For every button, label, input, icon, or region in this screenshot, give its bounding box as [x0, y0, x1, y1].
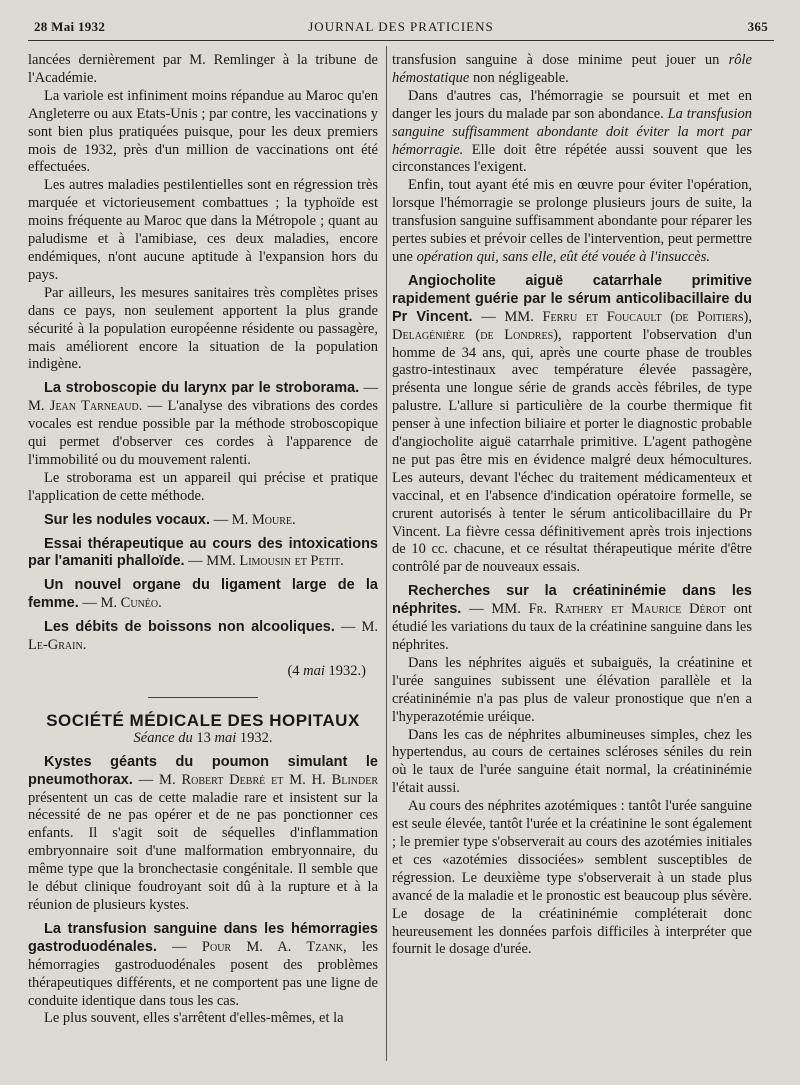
- article-transfusion: La transfusion sanguine dans les hémorragies gastroduodénales. — Pour M. A. Tzank, les hémorragies gastroduodénales posent des problèmes thérapeutiques différents, et ne comportent pas une ligne de conduite identique dans tous les cas.: [28, 920, 379, 1009]
- article-title: La stroboscopie du larynx par le stroborama.: [44, 380, 360, 397]
- header-date: 28 Mai 1932: [34, 19, 106, 34]
- article-author: M. Moure.: [231, 511, 296, 528]
- seance-year: 1932.: [239, 729, 273, 746]
- paragraph: Le plus souvent, elles s'arrêtent d'elles-mêmes, et la: [44, 1010, 344, 1027]
- article-title: Un nouvel organe du ligament large de la femme.: [28, 577, 378, 612]
- article-kystes: Kystes géants du poumon simulant le pneumothorax. — M. Robert Debré et M. H. Blinder présentent un cas de cette maladie rare et insistent sur la nécessité de ne pas opérer et de ne pas ponctionner ces enfants. Il s'agit soit de séquelles d'inflammation embryonnaire soit d'une malformation embryonnaire, du même type que la bronchectasie congénitale. Il semble que le début clinique foudroyant soit dû à la rupture et à la réunion de plusieurs kystes.: [28, 753, 379, 913]
- article-title: Sur les nodules vocaux.: [44, 511, 210, 528]
- article-creatininemie: Recherches sur la créatininémie dans les néphrites. — MM. Fr. Rathery et Maurice Dérot ont étudié les variations du taux de la créatinine sanguine dans les néphrites.: [392, 583, 753, 653]
- date-month: mai: [303, 663, 325, 679]
- text-run: Enfin, tout ayant été mis en œuvre pour éviter l'opération, lorsque l'hémorragie se prolonge plusieurs jours de suite, la transfusion sanguine suffisamment abondante pour réparer les pertes subies et prévoir celles de l'intervention, peut permettre une: [392, 177, 752, 265]
- page-number: 365: [747, 19, 768, 34]
- paragraph: Le stroborama est un appareil qui précise et pratique l'application de cette méthode.: [28, 469, 378, 504]
- article-title: Essai thérapeutique au cours des intoxications par l'amaniti phalloïde.: [28, 535, 378, 570]
- article-strobo: La stroboscopie du larynx par le stroborama. — M. Jean Tarneaud. — L'analyse des vibrations des cordes vocales est rendue possible par la méthode stroboscopique qui permet d'observer ces cordes à l'apparence de l'immobilité ou du mouvement ralenti.: [28, 380, 379, 468]
- page-header: [28, 16, 774, 38]
- paragraph: [392, 177, 752, 267]
- article-author: Pour M. A. Tzank,: [201, 938, 347, 955]
- paragraph: Dans les cas de néphrites albumineuses simples, chez les hypertendus, au cours de certaines scléroses séniles du rein où le taux de l'urée sanguine était normal, la créatininémie l'était aussi.: [392, 726, 752, 797]
- article-title: Les débits de boissons non alcooliques.: [44, 619, 335, 636]
- date-year: 1932.): [324, 663, 366, 679]
- paragraph: Par ailleurs, les mesures sanitaires très complètes prises dans ce pays, non seulement apportent la plus grande sécurité à la population européenne résidente ou passagère, mais améliorent encore la situation de la population indigène.: [28, 284, 378, 373]
- text-run: Dans d'autres cas, l'hémorragie se poursuit et met en danger les jours du malade par son abondance.: [392, 87, 752, 122]
- article-text: les hémorragies gastroduodénales posent des problèmes thérapeutiques différents, et ne comportent pas une ligne de conduite identique dans tous les cas.: [28, 938, 379, 1009]
- seance-line: [28, 730, 378, 748]
- text-run: transfusion sanguine à dose minime peut jouer un: [392, 52, 729, 68]
- paragraph: Au cours des néphrites azotémiques : tantôt l'urée sanguine est seule élevée, tantôt l'urée et la créatinine le sont également ; le premier type s'observerait au cours des azotémies initiales et ces «azotémies dissociées» semblent susceptibles de régression. Le deuxième type s'observerait à un stade plus avancé de la maladie et le pronostic est beaucoup plus sévère. Le dosage de la créatininémie compléterait donc heureusement les données parfois difficiles à interpréter que fournit le dosage d'urée.: [392, 798, 752, 958]
- journal-title: JOURNAL DES PRATICIENS: [308, 19, 494, 34]
- society-heading: SOCIÉTÉ MÉDICALE DES HOPITAUX: [46, 710, 360, 730]
- session-date: [28, 663, 378, 681]
- paragraph: La variole est infiniment moins répandue au Maroc qu'en Angleterre ou aux Etats-Unis ; par contre, les vaccinations y sont bien plus pratiquées puisque, pour les deux premiers mois de 1932, près d'un million de vaccinations ont été effectuées.: [28, 87, 378, 176]
- date-text: (4: [287, 663, 304, 679]
- seance-month: mai: [210, 729, 240, 746]
- paragraph: [392, 52, 752, 88]
- italic-run: rôle hémostatique: [392, 52, 752, 86]
- article-text: ont étudié les variations du taux de la créatinine sanguine dans les néphrites.: [392, 601, 753, 653]
- paragraph: lancées dernièrement par M. Remlinger à la tribune de l'Académie.: [28, 52, 378, 86]
- article-angiocholite: Angiocholite aiguë catarrhale primitive rapidement guérie par le sérum anticolibacillaire du Pr Vincent. — MM. Ferru et Foucault (de Poitiers), Delagénière (de Londres), rapportent l'observation d'un homme de 34 ans, qui, après une courte phase de troubles gastro-intestinaux avec température élevée passagère, présenta une longue série de grands accès fébriles, de type palustre. L'allure si particulière de la courbe thermique fit penser à une infection biliaire et porter le diagnostic probable d'angiocholite aiguë catarrhale primitive. L'agent pathogène ne put pas être mis en évidence malgré deux hémocultures. Les auteurs, devant l'échec du traitement médicamenteux et vaccinal, et en l'absence d'indication opératoire formelle, se crurent autorisés à tenter le sérum anticolibacillaire du Pr Vincent. La fièvre cessa définitivement après trois injections de 10 cc. chacune, et ce résultat thérapeutique mérite d'être contrôlé par de nouveaux essais.: [392, 272, 753, 576]
- article-author: MM. Ferru et Foucault (de Poitiers), Delagénière (de Londres),: [392, 308, 753, 343]
- article-author: M. Jean Tarneaud.: [28, 398, 143, 415]
- article-text: rapportent l'observation d'un homme de 34 ans, qui, après une courte phase de troubles gastro-intestinaux avec température élevée passagère, présenta une longue série de grands accès fébriles, de type palustre. L'allure si particulière de la courbe thermique fit penser à une infection biliaire et porter le diagnostic probable d'angiocholite aiguë catarrhale primitive. L'agent pathogène ne put pas être mis en évidence malgré deux hémocultures. Les auteurs, devant l'échec du traitement médicamenteux et vaccinal, et en l'absence d'indication opératoire formelle, se crurent autorisés à tenter le sérum anticolibacillaire du Pr Vincent. La fièvre cessa définitivement après trois injections de 10 cc. chacune, et ce résultat thérapeutique mérite d'être contrôlé par de nouveaux essais.: [392, 326, 752, 576]
- right-column: [392, 52, 752, 959]
- article-title: La transfusion sanguine dans les hémorragies gastroduodénales.: [28, 920, 378, 955]
- left-column: [28, 52, 378, 1028]
- seance-label: Séance du: [133, 729, 197, 746]
- article-author: M. Le-Grain.: [28, 619, 378, 654]
- paragraph: [392, 88, 752, 178]
- article-essai: Essai thérapeutique au cours des intoxications par l'amaniti phalloïde. — MM. Limousin et Petit.: [28, 535, 378, 570]
- article-author: M. Cunéo.: [100, 595, 162, 612]
- text-run: Elle doit être répétée aussi souvent que les circonstances l'exigent.: [392, 141, 752, 176]
- article-title: Recherches sur la créatininémie dans les néphrites.: [392, 583, 752, 618]
- article-author: MM. Fr. Rathery et Maurice Dérot: [491, 601, 726, 618]
- italic-run: La transfusion sanguine suffisamment abondante doit éviter la mort par hémorragie.: [392, 105, 752, 158]
- paragraph: Les autres maladies pestilentielles sont en régression très marquée et victorieusement combattues ; la typhoïde est moins fréquente au Maroc que dans la Métropole ; quant au paludisme et à l'amibiase, ces deux maladies, encore endémiques, n'ont aucune aptitude à l'expansion hors du pays.: [28, 177, 378, 283]
- article-author: M. Robert Debré et M. H. Blinder: [159, 771, 379, 788]
- seance-day: 13: [196, 729, 211, 746]
- column-divider: [386, 46, 387, 1061]
- italic-run: opération qui, sans elle, eût été vouée à l'insuccès.: [416, 248, 710, 265]
- text-run: non négligeable.: [469, 69, 569, 86]
- header-rule: [28, 40, 774, 41]
- article-debits: Les débits de boissons non alcooliques. — M. Le-Grain.: [28, 619, 378, 654]
- article-author: MM. Limousin et Petit.: [206, 553, 344, 570]
- section-separator: [148, 697, 258, 698]
- article-text: L'analyse des vibrations des cordes vocales est rendue possible par la méthode stroboscopique qui permet d'observer ces cordes à l'apparence de l'immobilité ou du mouvement ralenti.: [28, 398, 378, 468]
- article-text: présentent un cas de cette maladie rare et insistent sur la nécessité de ne pas opérer et de ne pas ponctionner ces enfants. Il s'agit soit de séquelles d'inflammation embryonnaire soit d'une malformation embryonnaire, du même type que la bronchectasie congénitale. Il semble que le début clinique foudroyant soit dû à la rupture et à la réunion de plusieurs kystes.: [28, 789, 378, 913]
- article-title: Angiocholite aiguë catarrhale primitive rapidement guérie par le sérum anticolibacillaire du Pr Vincent.: [392, 272, 752, 325]
- article-organe: Un nouvel organe du ligament large de la femme. — M. Cunéo.: [28, 577, 378, 612]
- article-nodules: Sur les nodules vocaux. — M. Moure.: [44, 511, 296, 528]
- paragraph: Dans les néphrites aiguës et subaiguës, la créatinine et l'urée sanguines subissent une élévation parallèle et la créatininémie n'a pas plus de valeur pronostique que n'en a l'hyperazotémie uréique.: [392, 654, 752, 725]
- article-title: Kystes géants du poumon simulant le pneumothorax.: [28, 753, 378, 788]
